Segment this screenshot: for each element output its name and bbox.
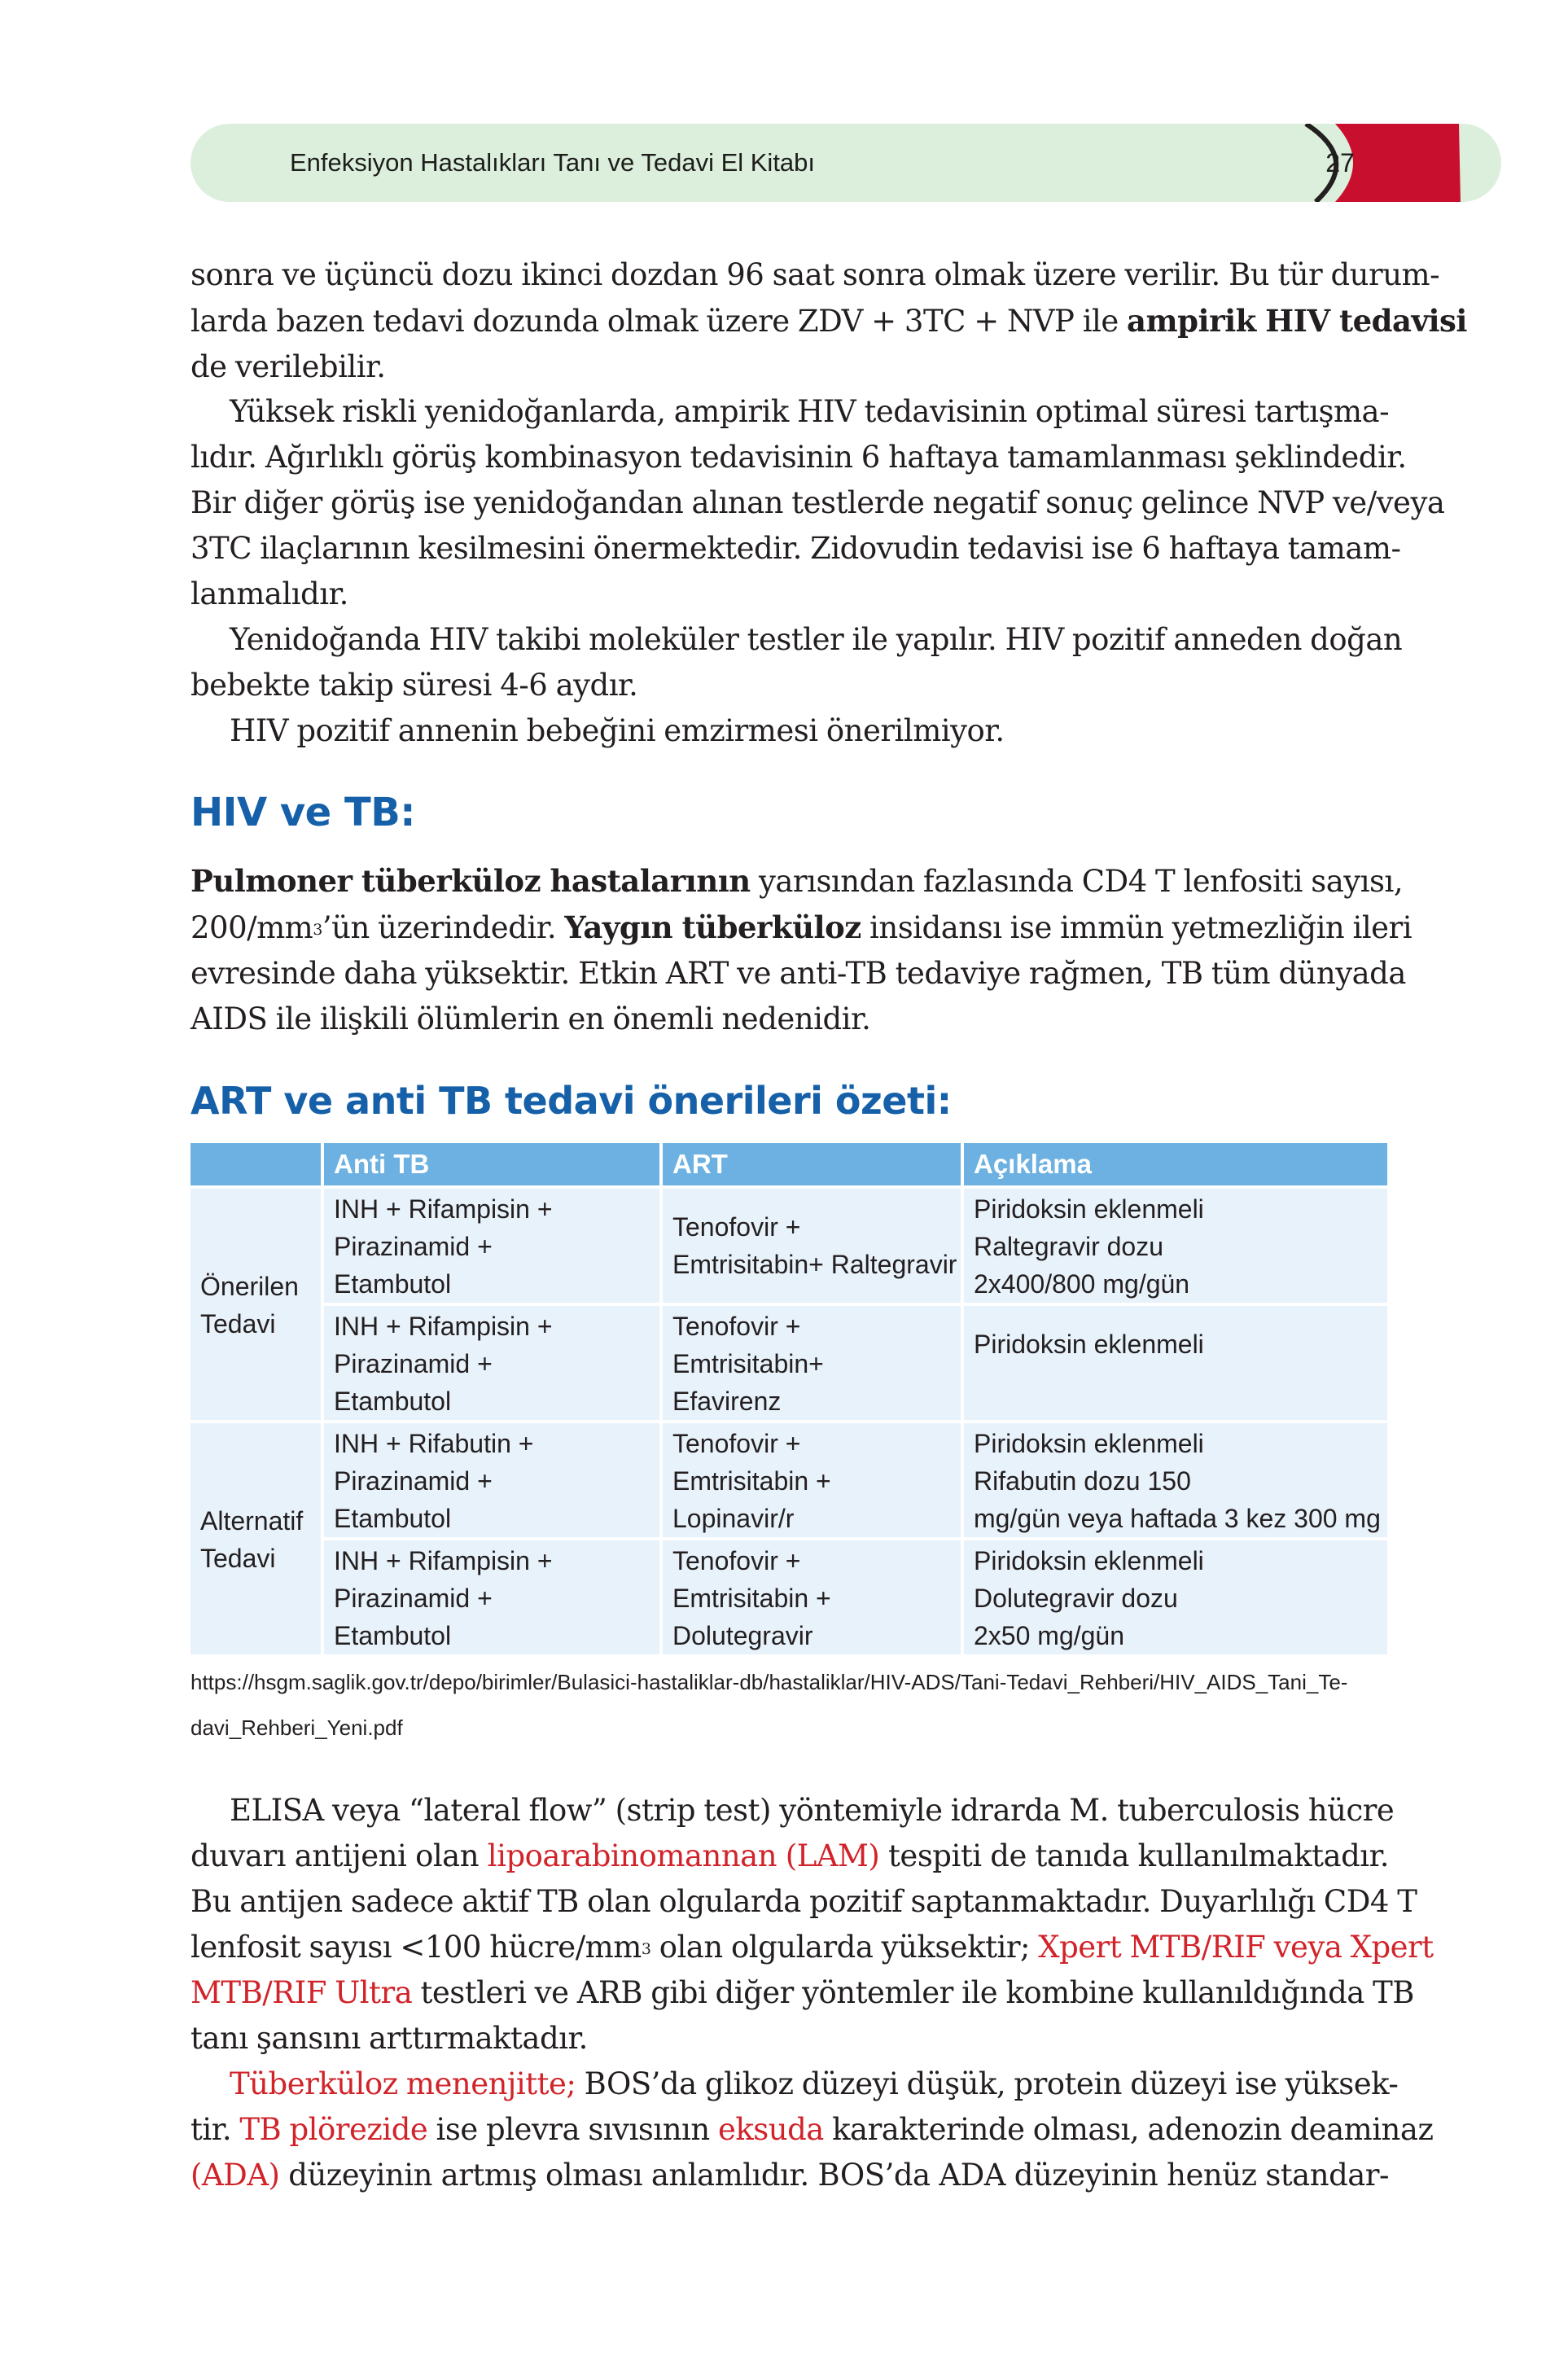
cell-text: Rifabutin dozu 150 <box>974 1466 1191 1496</box>
cell-text: Piridoksin eklenmeli <box>974 1429 1204 1458</box>
bold-term: Yaygın tüberküloz <box>564 909 861 945</box>
text-line: 3TC ilaçlarının kesilmesini önermektedir. Zidovudin tedavisi ise 6 haftaya tamam- <box>191 531 1401 566</box>
superscript: 3 <box>313 921 322 939</box>
table-row <box>191 1187 1389 1304</box>
text-line: AIDS ile ilişkili ölümlerin en önemli nedenidir. <box>191 1001 871 1036</box>
treatment-table <box>191 1143 1391 1654</box>
text-line <box>191 2153 1389 2198</box>
paragraph-followup <box>191 617 1403 708</box>
paragraph-ampirik <box>191 252 1467 390</box>
table-row <box>191 1304 1389 1422</box>
row-group-label <box>191 1187 322 1422</box>
row-group-label <box>191 1422 322 1654</box>
text-line: de verilebilir. <box>191 349 386 384</box>
cell-text: INH + Rifampisin + <box>334 1194 553 1224</box>
text-run: 200/mm <box>191 910 313 945</box>
text-run: ’ün üzerindedir. <box>322 910 565 945</box>
text-run: düzeyinin artmış olması anlamlıdır. BOS’da ADA düzeyinin henüz standar- <box>279 2158 1389 2193</box>
text-run: olan olgularda yüksektir; <box>650 1930 1039 1965</box>
table-header-row <box>191 1143 1389 1187</box>
text-line <box>191 2061 1399 2107</box>
cell-note <box>962 1539 1389 1654</box>
cell-anti-tb <box>322 1422 661 1539</box>
running-header <box>191 124 1389 202</box>
cell-text: Raltegravir dozu <box>974 1232 1163 1261</box>
source-citation <box>191 1659 1389 1750</box>
text-run: duvarı antijeni olan <box>191 1838 488 1873</box>
book-title: Enfeksiyon Hastalıkları Tanı ve Tedavi El Kitabı <box>290 148 816 177</box>
table-row <box>191 1539 1389 1654</box>
superscript: 3 <box>641 1940 651 1958</box>
text-run: karakterinde olması, adenozin deaminaz <box>823 2112 1434 2147</box>
source-url-line: https://hsgm.saglik.gov.tr/depo/birimler/Bulasici-hastaliklar-db/hastaliklar/HIV-ADS/Tani-Tedavi_Rehberi/HIV_AIDS_Tani_Te- <box>191 1670 1348 1694</box>
cell-text: Etambutol <box>334 1387 452 1416</box>
column-header: ART <box>661 1143 962 1187</box>
cell-text: Piridoksin eklenmeli <box>974 1194 1204 1224</box>
heading-art-anti-tb: ART ve anti TB tedavi önerileri özeti: <box>191 1079 952 1123</box>
text-line <box>191 1970 1414 2016</box>
text-line: Yüksek riskli yenidoğanlarda, ampirik HIV tedavisinin optimal süresi tartışma- <box>230 394 1390 429</box>
bold-term: ampirik HIV tedavisi <box>1127 303 1467 339</box>
text-line: Bir diğer görüş ise yenidoğandan alınan testlerde negatif sonuç gelince NVP ve/veya <box>191 485 1445 520</box>
cell-text: Etambutol <box>334 1269 452 1299</box>
text-line <box>191 858 1404 905</box>
cell-text: Dolutegravir <box>672 1621 813 1650</box>
cell-text: Emtrisitabin + <box>672 1466 831 1496</box>
cell-anti-tb <box>322 1187 661 1304</box>
highlight-term: lipoarabinomannan (LAM) <box>487 1838 880 1873</box>
text-line <box>191 905 1413 951</box>
cell-text: Etambutol <box>334 1504 452 1533</box>
text-run: tir. <box>191 2112 240 2147</box>
cell-text: Pirazinamid + <box>334 1584 493 1613</box>
cell-art <box>661 1422 962 1539</box>
cell-text: Efavirenz <box>672 1387 782 1416</box>
highlight-term: Tüberküloz menenjitte; <box>230 2066 576 2101</box>
table-row <box>191 1422 1389 1539</box>
cell-text: INH + Rifampisin + <box>334 1312 553 1341</box>
paragraph-duration <box>191 389 1445 617</box>
text-run: testleri ve ARB gibi diğer yöntemler ile kombine kullanıldığında TB <box>412 1975 1414 2010</box>
text-line <box>191 1834 1389 1879</box>
cell-art <box>661 1539 962 1654</box>
cell-text: Lopinavir/r <box>672 1504 795 1533</box>
text-line: tanı şansını arttırmaktadır. <box>191 2021 588 2056</box>
cell-text: Pirazinamid + <box>334 1232 493 1261</box>
text-run: tespiti de tanıda kullanılmaktadır. <box>879 1838 1389 1873</box>
text-run: larda bazen tedavi dozunda olmak üzere ZDV + 3TC + NVP ile <box>191 304 1128 339</box>
cell-text: 2x400/800 mg/gün <box>974 1269 1190 1299</box>
highlight-term: (ADA) <box>191 2158 280 2193</box>
highlight-term: Xpert MTB/RIF veya Xpert <box>1038 1930 1434 1965</box>
highlight-term: TB plörezide <box>239 2112 428 2147</box>
text-line: lanmalıdır. <box>191 576 348 611</box>
cell-text: Tenofovir + <box>672 1212 801 1242</box>
cell-text: Alternatif <box>200 1506 304 1536</box>
cell-text: Pirazinamid + <box>334 1466 493 1496</box>
cell-text: Emtrisitabin + <box>672 1584 831 1613</box>
cell-text: Emtrisitabin+ <box>672 1349 824 1378</box>
page-number: 27 <box>1325 148 1355 177</box>
cell-text: Emtrisitabin+ Raltegravir <box>672 1250 957 1279</box>
text-run: insidansı ise immün yetmezliğin ileri <box>861 910 1413 945</box>
cell-text: Tenofovir + <box>672 1429 801 1458</box>
text-line: evresinde daha yüksektir. Etkin ART ve anti-TB tedaviye rağmen, TB tüm dünyada <box>191 956 1406 991</box>
bold-term: Pulmoner tüberküloz hastalarının <box>191 863 751 899</box>
cell-anti-tb <box>322 1539 661 1654</box>
cell-note <box>962 1304 1389 1422</box>
text-line: Bu antijen sadece aktif TB olan olgularda pozitif saptanmaktadır. Duyarlılığı CD4 T <box>191 1884 1417 1919</box>
heading-hiv-tb: HIV ve TB: <box>191 790 415 835</box>
text-line: Yenidoğanda HIV takibi moleküler testler ile yapılır. HIV pozitif anneden doğan <box>230 622 1403 657</box>
text-line: lıdır. Ağırlıklı görüş kombinasyon tedavisinin 6 haftaya tamamlanması şeklindedir. <box>191 440 1407 475</box>
cell-note <box>962 1187 1389 1304</box>
text-run: yarısından fazlasında CD4 T lenfositi sayısı, <box>750 864 1404 899</box>
cell-text: Piridoksin eklenmeli <box>974 1546 1204 1575</box>
cell-text: Pirazinamid + <box>334 1349 493 1378</box>
column-header: Açıklama <box>962 1143 1389 1187</box>
cell-note <box>962 1422 1389 1539</box>
paragraph-lam <box>191 1788 1434 2061</box>
cell-text: Önerilen <box>200 1272 299 1301</box>
cell-text: INH + Rifampisin + <box>334 1546 553 1575</box>
text-line: ELISA veya “lateral flow” (strip test) yöntemiyle idrarda M. tuberculosis hücre <box>230 1793 1395 1828</box>
cell-text: 2x50 mg/gün <box>974 1621 1125 1650</box>
text-run: lenfosit sayısı <100 hücre/mm <box>191 1930 642 1965</box>
column-header <box>191 1143 322 1187</box>
text-run: ise plevra sıvısının <box>427 2112 718 2147</box>
cell-text: Piridoksin eklenmeli <box>974 1330 1204 1359</box>
cell-text: Tenofovir + <box>672 1312 801 1341</box>
text-line <box>191 1925 1434 1970</box>
text-run: BOS’da glikoz düzeyi düşük, protein düzeyi ise yüksek- <box>576 2066 1399 2101</box>
highlight-term: MTB/RIF Ultra <box>191 1975 413 2010</box>
text-line: sonra ve üçüncü dozu ikinci dozdan 96 saat sonra olmak üzere verilir. Bu tür durum- <box>191 257 1440 292</box>
paragraph-meningitis <box>191 2061 1434 2198</box>
cell-text: Dolutegravir dozu <box>974 1584 1178 1613</box>
text-line: bebekte takip süresi 4-6 aydır. <box>191 668 638 703</box>
cell-art <box>661 1187 962 1304</box>
cell-anti-tb <box>322 1304 661 1422</box>
cell-text: Etambutol <box>334 1621 452 1650</box>
cell-art <box>661 1304 962 1422</box>
cell-text: Tenofovir + <box>672 1546 801 1575</box>
text-line <box>191 298 1467 344</box>
paragraph-hiv-tb <box>191 858 1413 1042</box>
text-line: HIV pozitif annenin bebeğini emzirmesi önerilmiyor. <box>230 713 1005 748</box>
highlight-term: eksuda <box>717 2112 824 2147</box>
cell-text: Tedavi <box>200 1544 276 1573</box>
cell-text: Tedavi <box>200 1309 276 1339</box>
source-url-line: davi_Rehberi_Yeni.pdf <box>191 1715 403 1740</box>
header-tab-graphic <box>1257 124 1501 202</box>
text-line <box>191 2107 1434 2153</box>
paragraph-breastfeeding <box>191 708 1389 754</box>
column-header: Anti TB <box>322 1143 661 1187</box>
cell-text: mg/gün veya haftada 3 kez 300 mg <box>974 1504 1381 1533</box>
cell-text: INH + Rifabutin + <box>334 1429 534 1458</box>
